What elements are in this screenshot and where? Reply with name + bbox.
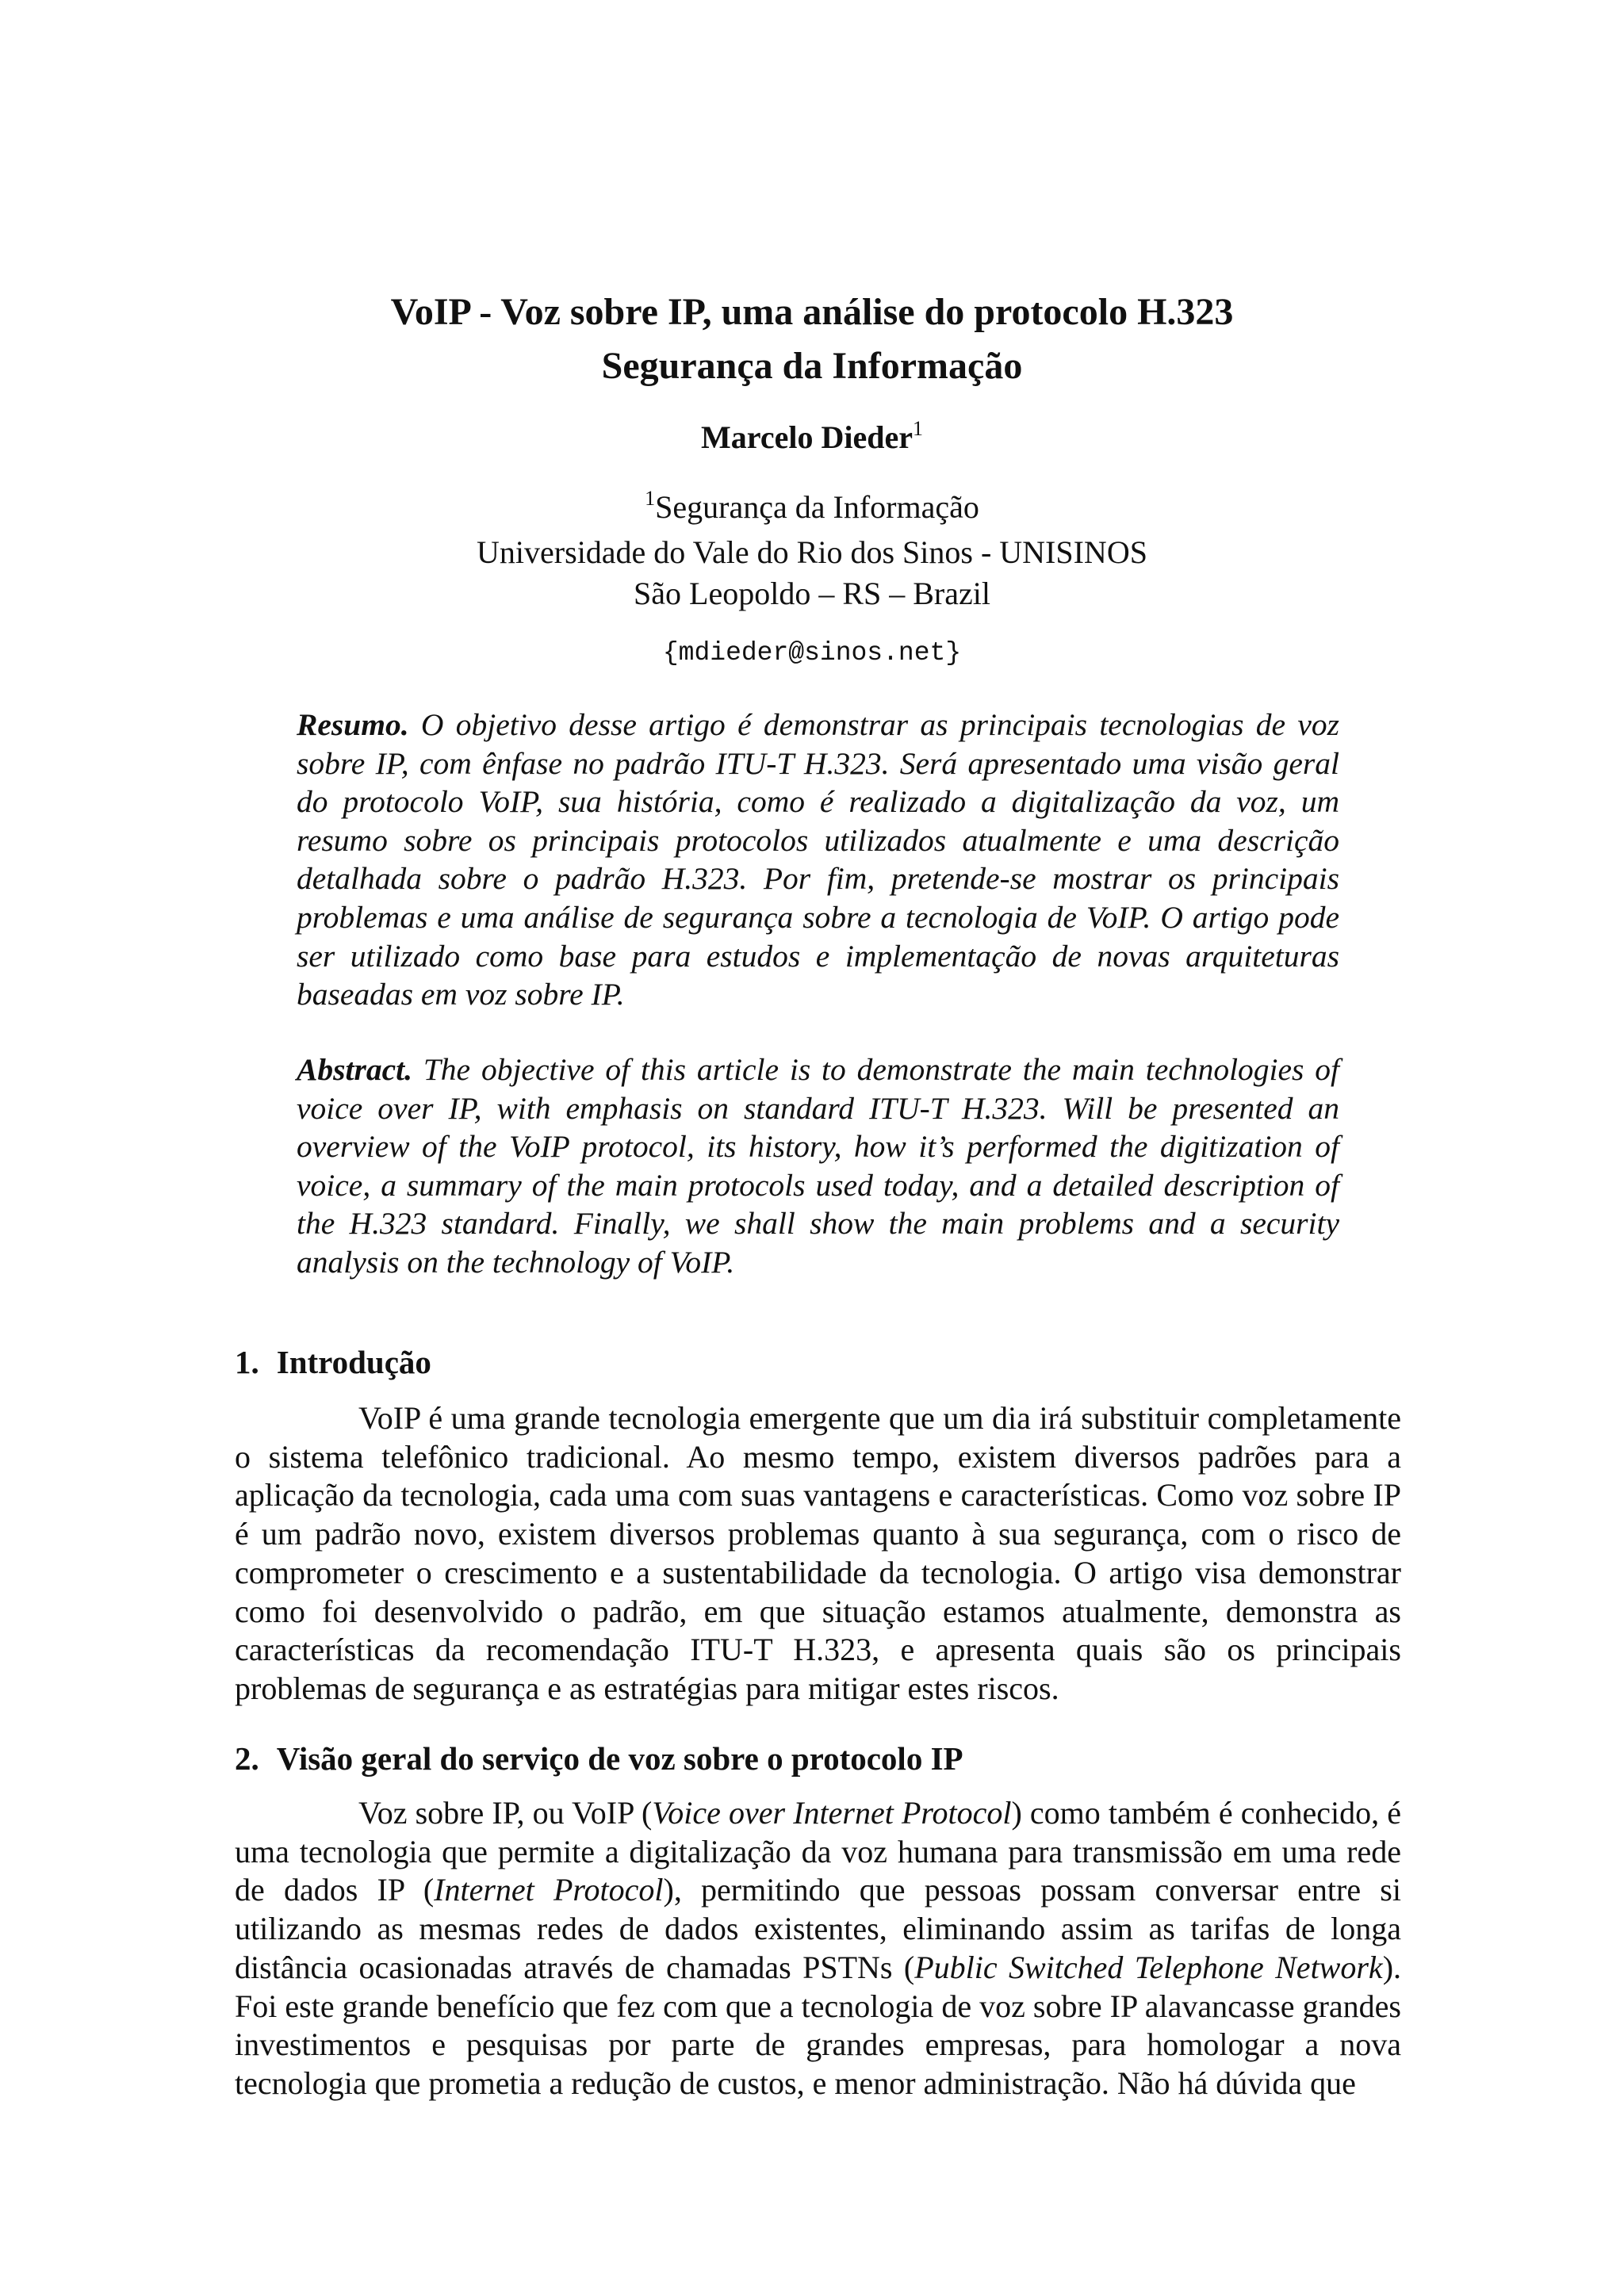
- abstract-text: The objective of this article is to demonstrate the main technologies of voice over IP, with emphasis on standard ITU-T H.323. Will be presented an overview of the VoIP protocol, its history, how it’s performed the digitization of voice, a summary of the main protocols used today, and a detailed description of the H.323 standard. Finally, we shall show the main problems and a security analysis on the technology of VoIP.: [297, 1052, 1340, 1280]
- author-email: [0, 629, 1624, 674]
- affiliation-line-1: [0, 487, 1624, 532]
- abstract-label: Abstract.: [297, 1052, 412, 1087]
- author: [0, 414, 1624, 465]
- resumo-block: [297, 706, 1339, 1014]
- s2-italic-pstn: Public Switched Telephone Network: [914, 1949, 1383, 1985]
- s2-italic-voip: Voice over Internet Protocol: [652, 1795, 1012, 1831]
- abstract-block: [297, 1050, 1339, 1282]
- affiliation-mark: 1: [645, 487, 656, 510]
- affiliation-dept: Segurança da Informação: [655, 489, 979, 525]
- section-2-heading: [235, 1738, 963, 1779]
- title-line-2: Segurança da Informação: [601, 345, 1023, 387]
- section-1-heading: [235, 1341, 431, 1383]
- email-text: {mdieder@sinos.net}: [662, 638, 962, 668]
- affiliation-line-3: São Leopoldo – RS – Brazil: [634, 576, 990, 611]
- affiliation: [0, 487, 1624, 614]
- section-1-number: 1.: [235, 1344, 259, 1380]
- resumo-text: O objetivo desse artigo é demonstrar as principais tecnologias de voz sobre IP, com ênfase no padrão ITU-T H.323. Será apresentado uma visão geral do protocolo VoIP, sua história, como é realizado a digitalização da voz, um resumo sobre os principais protocolos utilizados atualmente e uma descrição detalhada sobre o padrão H.323. Por fim, pretende-se mostrar os principais problemas e uma análise de segurança sobre a tecnologia de VoIP. O artigo pode ser utilizado como base para estudos e implementação de novas arquiteturas baseadas em voz sobre IP.: [297, 707, 1340, 1012]
- s2-text-1: Voz sobre IP, ou VoIP (: [358, 1795, 653, 1831]
- title-line-1: VoIP - Voz sobre IP, uma análise do protocolo H.323: [390, 291, 1234, 333]
- section-2-title: Visão geral do serviço de voz sobre o protocolo IP: [276, 1740, 963, 1777]
- s2-text-2: ) como também é conhecido, é uma tecnologia que permite a digitalização da voz humana para transmissão em uma rede de dados IP (: [235, 1795, 1401, 1908]
- affiliation-line-2: Universidade do Vale do Rio dos Sinos - UNISINOS: [477, 534, 1147, 570]
- section-1-paragraph: VoIP é uma grande tecnologia emergente que um dia irá substituir completamente o sistema telefônico tradicional. Ao mesmo tempo, existem diversos padrões para a aplicação da tecnologia, cada uma com suas vantagens e características. Como voz sobre IP é um padrão novo, existem diversos problemas quanto à sua segurança, com o risco de comprometer o crescimento e a sustentabilidade da tecnologia. O artigo visa demonstrar como foi desenvolvido o padrão, em que situação estamos atualmente, demonstra as características da recomendação ITU-T H.323, e apresenta quais são os principais problemas de segurança e as estratégias para mitigar estes riscos.: [235, 1400, 1401, 1706]
- section-2-paragraph: [235, 1794, 1401, 2103]
- s2-text-4: ). Foi este grande benefício que fez com que a tecnologia de voz sobre IP alavancasse grandes investimentos e pesquisas por parte de grandes empresas, para homologar a nova tecnologia que prometia a redução de custos, e menor administração. Não há dúvida que: [235, 1949, 1402, 2101]
- section-1-title: Introdução: [276, 1344, 431, 1380]
- s2-text-3: ), permitindo que pessoas possam conversar entre si utilizando as mesmas redes de dados existentes, eliminando assim as tarifas de longa distância ocasionadas através de chamadas PSTNs (: [235, 1872, 1401, 1985]
- author-name: Marcelo Dieder: [701, 419, 913, 455]
- s2-italic-ip: Internet Protocol: [434, 1872, 664, 1908]
- author-footnote-mark: 1: [912, 417, 923, 440]
- section-2-number: 2.: [235, 1740, 259, 1777]
- resumo-label: Resumo.: [297, 707, 409, 742]
- paper-title: [0, 285, 1624, 393]
